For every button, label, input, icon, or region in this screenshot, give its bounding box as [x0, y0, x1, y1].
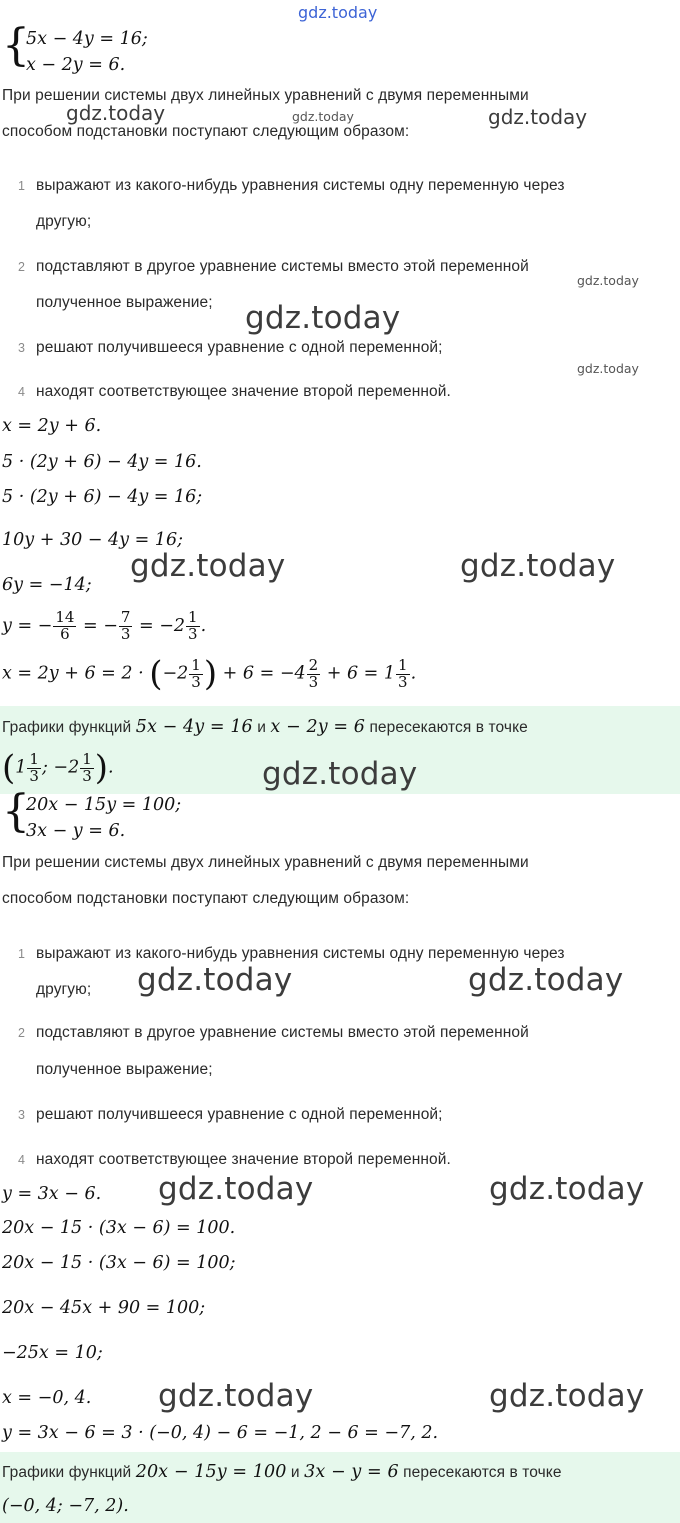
watermark: gdz.today: [577, 273, 639, 288]
step-text: решают получившееся уравнение с одной переменной;: [36, 1106, 443, 1123]
watermark: gdz.today: [158, 1171, 314, 1207]
solution1-line: 5 · (2y + 6) − 4y = 16.: [2, 452, 202, 472]
solution2-line: 20x − 15 · (3x − 6) = 100.: [2, 1218, 236, 1238]
solution2-line: 20x − 15 · (3x − 6) = 100;: [2, 1253, 236, 1273]
step-text: решают получившееся уравнение с одной переменной;: [36, 339, 443, 356]
watermark: gdz.today: [488, 105, 588, 129]
solution1-fraction-line: y = − $\frac{14}{6}$ = − $\frac{7}{3}$ = −2 $\frac{1}{3}$ .: [2, 608, 207, 643]
answer2-point: (−0, 4; −7, 2).: [2, 1496, 129, 1516]
step-number: 1: [18, 947, 25, 961]
watermark: gdz.today: [489, 1171, 645, 1207]
solution2-line: y = 3x − 6 = 3 · (−0, 4) − 6 = −1, 2 − 6 = −7, 2.: [2, 1423, 439, 1443]
solution2-line: y = 3x − 6.: [2, 1184, 102, 1204]
solution2-line: −25x = 10;: [2, 1343, 103, 1363]
step-number: 2: [18, 260, 25, 274]
step-text: другую;: [36, 981, 92, 998]
solution1-line: x = 2y + 6.: [2, 416, 102, 436]
watermark: gdz.today: [66, 101, 166, 125]
solution1-line: 10y + 30 − 4y = 16;: [2, 530, 183, 550]
solution1-line: 5 · (2y + 6) − 4y = 16;: [2, 487, 203, 507]
intro-line1: При решении системы двух линейных уравнений с двумя переменными: [2, 854, 529, 871]
intro-line2: способом подстановки поступают следующим образом:: [2, 123, 410, 140]
watermark: gdz.today: [245, 300, 401, 336]
solution1-x-line: x = 2y + 6 = 2 · (−2 $\frac{1}{3}$ ) + 6 = −4 $\frac{2}{3}$ + 6 = 1 $\frac{1}{3}$ .: [2, 654, 417, 694]
step-text: другую;: [36, 213, 92, 230]
watermark: gdz.today: [468, 962, 624, 998]
system-brace: {: [2, 20, 30, 71]
system-brace: {: [2, 786, 30, 837]
step-text: находят соответствующее значение второй переменной.: [36, 383, 451, 400]
step-number: 1: [18, 179, 25, 193]
system1-eq2: x − 2y = 6.: [26, 55, 126, 75]
watermark: gdz.today: [577, 361, 639, 376]
answer1-point: (1 $\frac{1}{3}$ ; −2 $\frac{1}{3}$ ).: [2, 748, 114, 788]
step-text: полученное выражение;: [36, 294, 213, 311]
step-number: 4: [18, 385, 25, 399]
solution2-line: 20x − 45x + 90 = 100;: [2, 1298, 206, 1318]
step-text: выражают из какого-нибудь уравнения системы одну переменную через: [36, 177, 565, 194]
solution1-line: 6y = −14;: [2, 575, 92, 595]
watermark: gdz.today: [489, 1378, 645, 1414]
watermark: gdz.today: [262, 756, 418, 792]
step-text: подставляют в другое уравнение системы вместо этой переменной: [36, 258, 529, 275]
system1-eq1: 5x − 4y = 16;: [26, 29, 148, 49]
step-text: находят соответствующее значение второй переменной.: [36, 1151, 451, 1168]
solution2-line: x = −0, 4.: [2, 1388, 92, 1408]
answer2-text: Графики функций 20x − 15y = 100 и 3x − y = 6 пересекаются в точке: [2, 1462, 562, 1482]
intro-line2: способом подстановки поступают следующим образом:: [2, 890, 410, 907]
step-number: 3: [18, 1108, 25, 1122]
step-text: подставляют в другое уравнение системы вместо этой переменной: [36, 1024, 529, 1041]
step-number: 3: [18, 341, 25, 355]
step-number: 2: [18, 1026, 25, 1040]
answer1-text: Графики функций 5x − 4y = 16 и x − 2y = 6 пересекаются в точке: [2, 717, 528, 737]
system2-eq1: 20x − 15y = 100;: [26, 795, 182, 815]
intro-line1: При решении системы двух линейных уравнений с двумя переменными: [2, 87, 529, 104]
watermark: gdz.today: [137, 962, 293, 998]
watermark: gdz.today: [130, 548, 286, 584]
step-text: выражают из какого-нибудь уравнения системы одну переменную через: [36, 945, 565, 962]
step-text: полученное выражение;: [36, 1061, 213, 1078]
watermark: gdz.today: [460, 548, 616, 584]
watermark-top: gdz.today: [298, 3, 378, 22]
system2-eq2: 3x − y = 6.: [26, 821, 126, 841]
watermark: gdz.today: [292, 109, 354, 124]
step-number: 4: [18, 1153, 25, 1167]
watermark: gdz.today: [158, 1378, 314, 1414]
